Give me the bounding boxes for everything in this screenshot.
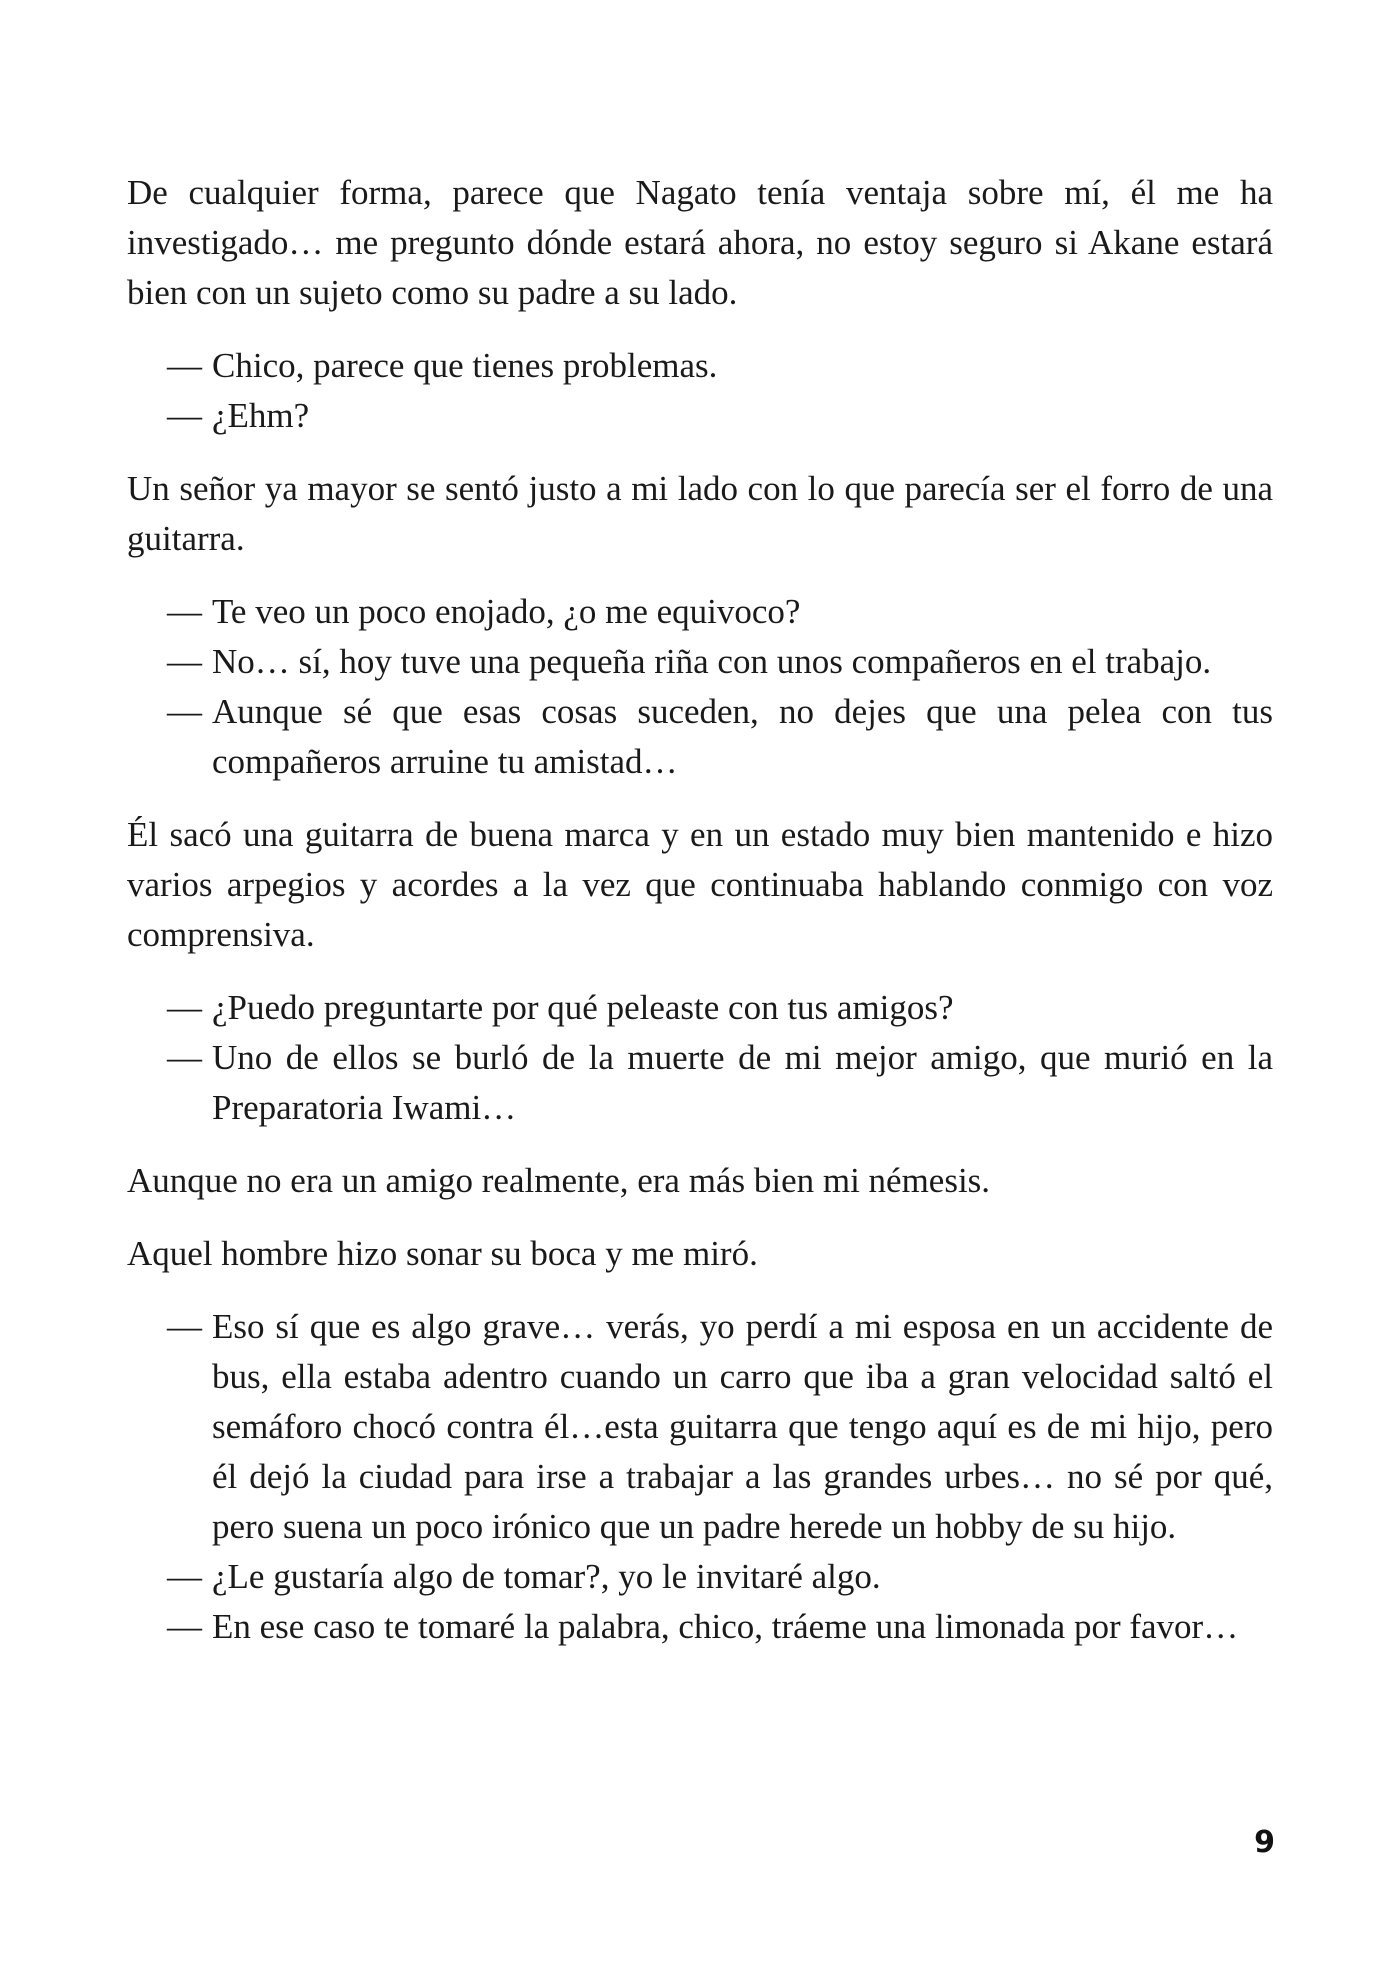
dialogue-dash: — xyxy=(167,1307,202,1346)
paragraph: Aunque no era un amigo realmente, era más bien mi némesis. xyxy=(127,1161,991,1200)
dialogue-line xyxy=(127,687,1273,787)
dialogue-line xyxy=(127,1302,1273,1552)
dialogue-text: No… sí, hoy tuve una pequeña riña con unos compañeros en el trabajo. xyxy=(212,642,1212,681)
dialogue-group xyxy=(127,1302,1273,1652)
dialogue-group xyxy=(127,341,1273,441)
dialogue-line xyxy=(127,983,1273,1033)
dialogue-dash: — xyxy=(167,642,202,681)
dialogue-text: ¿Ehm? xyxy=(212,396,310,435)
paragraph: Un señor ya mayor se sentó justo a mi lado con lo que parecía ser el forro de una guitarra. xyxy=(127,469,1273,558)
dialogue-dash: — xyxy=(167,988,202,1027)
dialogue-text: Te veo un poco enojado, ¿o me equivoco? xyxy=(212,592,801,631)
dialogue-line xyxy=(127,637,1273,687)
dialogue-line xyxy=(127,1552,1273,1602)
dialogue-dash: — xyxy=(167,692,202,731)
dialogue-line xyxy=(127,391,1273,441)
page-body xyxy=(127,168,1273,1675)
paragraph: Él sacó una guitarra de buena marca y en un estado muy bien mantenido e hizo varios arpegios y acordes a la vez que continuaba hablando conmigo con voz comprensiva. xyxy=(127,815,1273,954)
page-number: 9 xyxy=(1254,1825,1275,1860)
dialogue-line xyxy=(127,587,1273,637)
dialogue-text: Aunque sé que esas cosas suceden, no dejes que una pelea con tus compañeros arruine tu amistad… xyxy=(212,692,1273,781)
paragraph: Aquel hombre hizo sonar su boca y me miró. xyxy=(127,1234,758,1273)
dialogue-dash: — xyxy=(167,396,202,435)
dialogue-text: Eso sí que es algo grave… verás, yo perdí a mi esposa en un accidente de bus, ella estaba adentro cuando un carro que iba a gran velocidad saltó el semáforo chocó contra él…esta guitarra que tengo aquí es de mi hijo, pero él dejó la ciudad para irse a trabajar a las grandes urbes… no sé por qué, pero suena un poco irónico que un padre herede un hobby de su hijo. xyxy=(212,1307,1273,1546)
dialogue-line xyxy=(127,1602,1273,1652)
dialogue-dash: — xyxy=(167,592,202,631)
dialogue-line xyxy=(127,341,1273,391)
dialogue-dash: — xyxy=(167,1557,202,1596)
dialogue-line xyxy=(127,1033,1273,1133)
dialogue-text: Uno de ellos se burló de la muerte de mi mejor amigo, que murió en la Preparatoria Iwami… xyxy=(212,1038,1273,1127)
paragraph: De cualquier forma, parece que Nagato tenía ventaja sobre mí, él me ha investigado… me pregunto dónde estará ahora, no estoy seguro si Akane estará bien con un sujeto como su padre a su lado. xyxy=(127,173,1273,312)
dialogue-dash: — xyxy=(167,1038,202,1077)
dialogue-group xyxy=(127,587,1273,787)
dialogue-text: ¿Puedo preguntarte por qué peleaste con tus amigos? xyxy=(212,988,954,1027)
dialogue-dash: — xyxy=(167,346,202,385)
dialogue-text: Chico, parece que tienes problemas. xyxy=(212,346,718,385)
dialogue-text: En ese caso te tomaré la palabra, chico, tráeme una limonada por favor… xyxy=(212,1607,1239,1646)
dialogue-text: ¿Le gustaría algo de tomar?, yo le invitaré algo. xyxy=(212,1557,881,1596)
dialogue-dash: — xyxy=(167,1607,202,1646)
dialogue-group xyxy=(127,983,1273,1133)
